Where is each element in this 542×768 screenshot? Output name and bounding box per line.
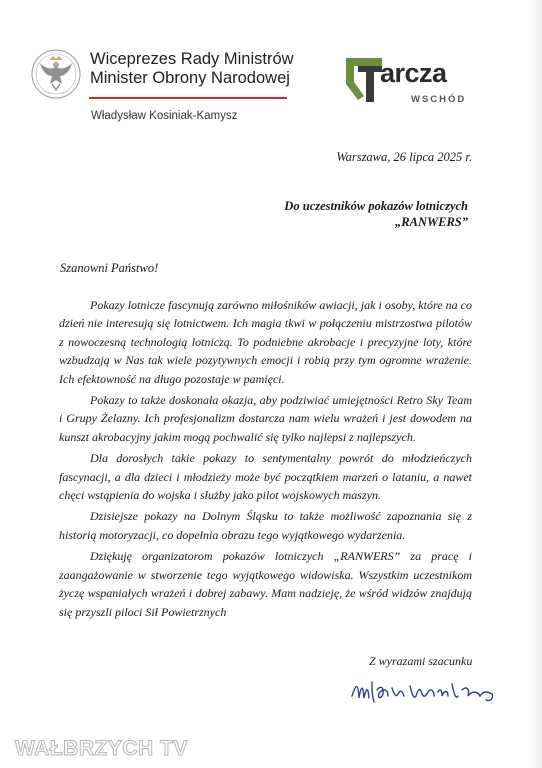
recipient-line-2: „RANWERS” bbox=[395, 215, 468, 229]
tarcza-logo-word: arcza bbox=[380, 58, 447, 88]
letterhead-title-line-1: Wiceprezes Rady Ministrów bbox=[90, 50, 294, 68]
signer-name: Władysław Kosiniak-Kamysz bbox=[91, 110, 238, 122]
scan-edge-shadow bbox=[528, 0, 542, 768]
paragraph-5: Dziękuję organizatorom pokazów lotniczych „RANWERS” za pracę i zaangażowanie w stworzenie tego wyjątkowego widowiska. Wszystkim uczestnikom życzę wspaniałych wrażeń i dobrej zabawy. Mam nadzieję, że wśród widzów znajdują się przyszli piloci Sił Powietrznych bbox=[59, 549, 472, 619]
paragraph-3: Dla dorosłych takie pokazy to sentymentalny powrót do młodzieńczych fascynacji, a dla dzieci i młodzieży może być początkiem marzeń o lataniu, a nawet chęci wstąpienia do wojska i służby jako pilot wojskowych maszyn. bbox=[59, 451, 472, 503]
letterhead bbox=[0, 0, 542, 130]
salutation: Szanowni Państwo! bbox=[60, 261, 159, 275]
letterhead-title-line-2: Minister Obrony Narodowej bbox=[90, 69, 290, 87]
watermark: WAŁBRZYCH TV bbox=[15, 737, 188, 760]
tarcza-logo-subtitle: WSCHÓD bbox=[411, 94, 467, 105]
closing: Z wyrazami szacunku bbox=[369, 654, 473, 668]
paragraph-2: Pokazy to także doskonała okazja, aby podziwiać umiejętności Retro Sky Team i Grupy Żelazny. Ich profesjonalizm dostarcza nam wielu wrażeń i jest dowodem na kunszt akrobacyjny jakim mogą pochwalić się tylko najlepsi z najlepszych. bbox=[59, 393, 472, 444]
paragraph-4: Dzisiejsze pokazy na Dolnym Śląsku to także możliwość zapoznania się z historią motoryzacji, co dopełnia obrazu tego wyjątkowego wydarzenia. bbox=[59, 509, 472, 542]
letter-body bbox=[59, 296, 472, 624]
letterhead-title bbox=[90, 50, 294, 88]
letter-date: Warszawa, 26 lipca 2025 r. bbox=[336, 150, 472, 164]
recipient-line-1: Do uczestników pokazów lotniczych bbox=[284, 199, 468, 213]
handwritten-signature bbox=[350, 676, 500, 710]
polish-eagle-icon bbox=[30, 46, 82, 102]
recipient bbox=[284, 198, 468, 230]
red-divider bbox=[89, 97, 287, 99]
paragraph-1: Pokazy lotnicze fascynują zarówno miłośników awiacji, jak i osoby, które na co dzień nie interesują się lotnictwem. Ich magia tkwi w połączeniu mistrzostwa pilotów z nowoczesną technologią lotniczą. To podniebne akrobacje i precyzyjne loty, które wzbudzają w Nas tak wiele pozytywnych emocji i robią przy tym ogromne wrażenie. Ich efektowność na długo pozostaje w pamięci. bbox=[59, 298, 472, 386]
